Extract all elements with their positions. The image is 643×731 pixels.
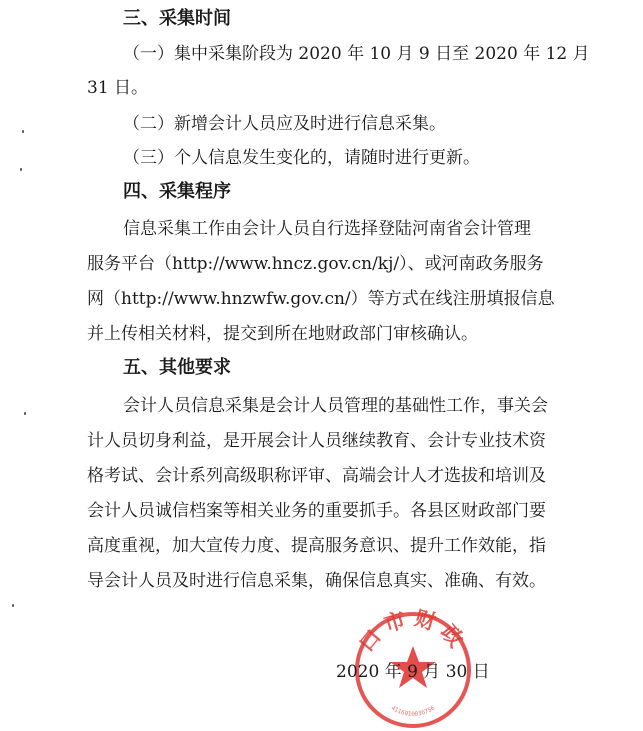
scan-speck bbox=[20, 168, 22, 171]
svg-text:4116010036756: 4116010036756 bbox=[389, 704, 437, 718]
scan-speck bbox=[22, 130, 24, 133]
document-page: 三、采集时间 （一）集中采集阶段为 2020 年 10 月 9 日至 2020 年 12 月 31 日。 （二）新增会计人员应及时进行信息采集。 （三）个人信息发生变化的，请随时进行更新。 四、采集程序 信息采集工作由会计人员自行选择登陆河南省会计管理 服务平台（http://www.hncz.gov.cn/kj/）、或河南政务服务 网（http://www.hnzwfw.gov.cn/）等方式在线注册填报信息 并上传相关材料，提交到所在地财政部门审核确认。 五、其他要求 会计人员信息采集是会计人员管理的基础性工作，事关会 计人员切身利益，是开展会计人员继续教育、会计专业技术资 格考试、会计系列高级职称评审、高端会计人才选拔和培训及 会计人员诚信档案等相关业务的重要抓手。各县区财政部门要 高度重视，加大宣传力度、提高服务意识、提升工作效能，指 导会计人员及时进行信息采集，确保信息真实、准确、有效。 口市财政 4116010036756 2020 年 9 月 30 日 bbox=[0, 0, 643, 731]
scan-speck bbox=[12, 604, 14, 607]
official-seal-icon bbox=[337, 590, 487, 730]
svg-text:口市财政: 口市财政 bbox=[354, 605, 472, 657]
scan-speck bbox=[24, 412, 26, 415]
signature-date: 2020 年 9 月 30 日 bbox=[336, 662, 490, 682]
